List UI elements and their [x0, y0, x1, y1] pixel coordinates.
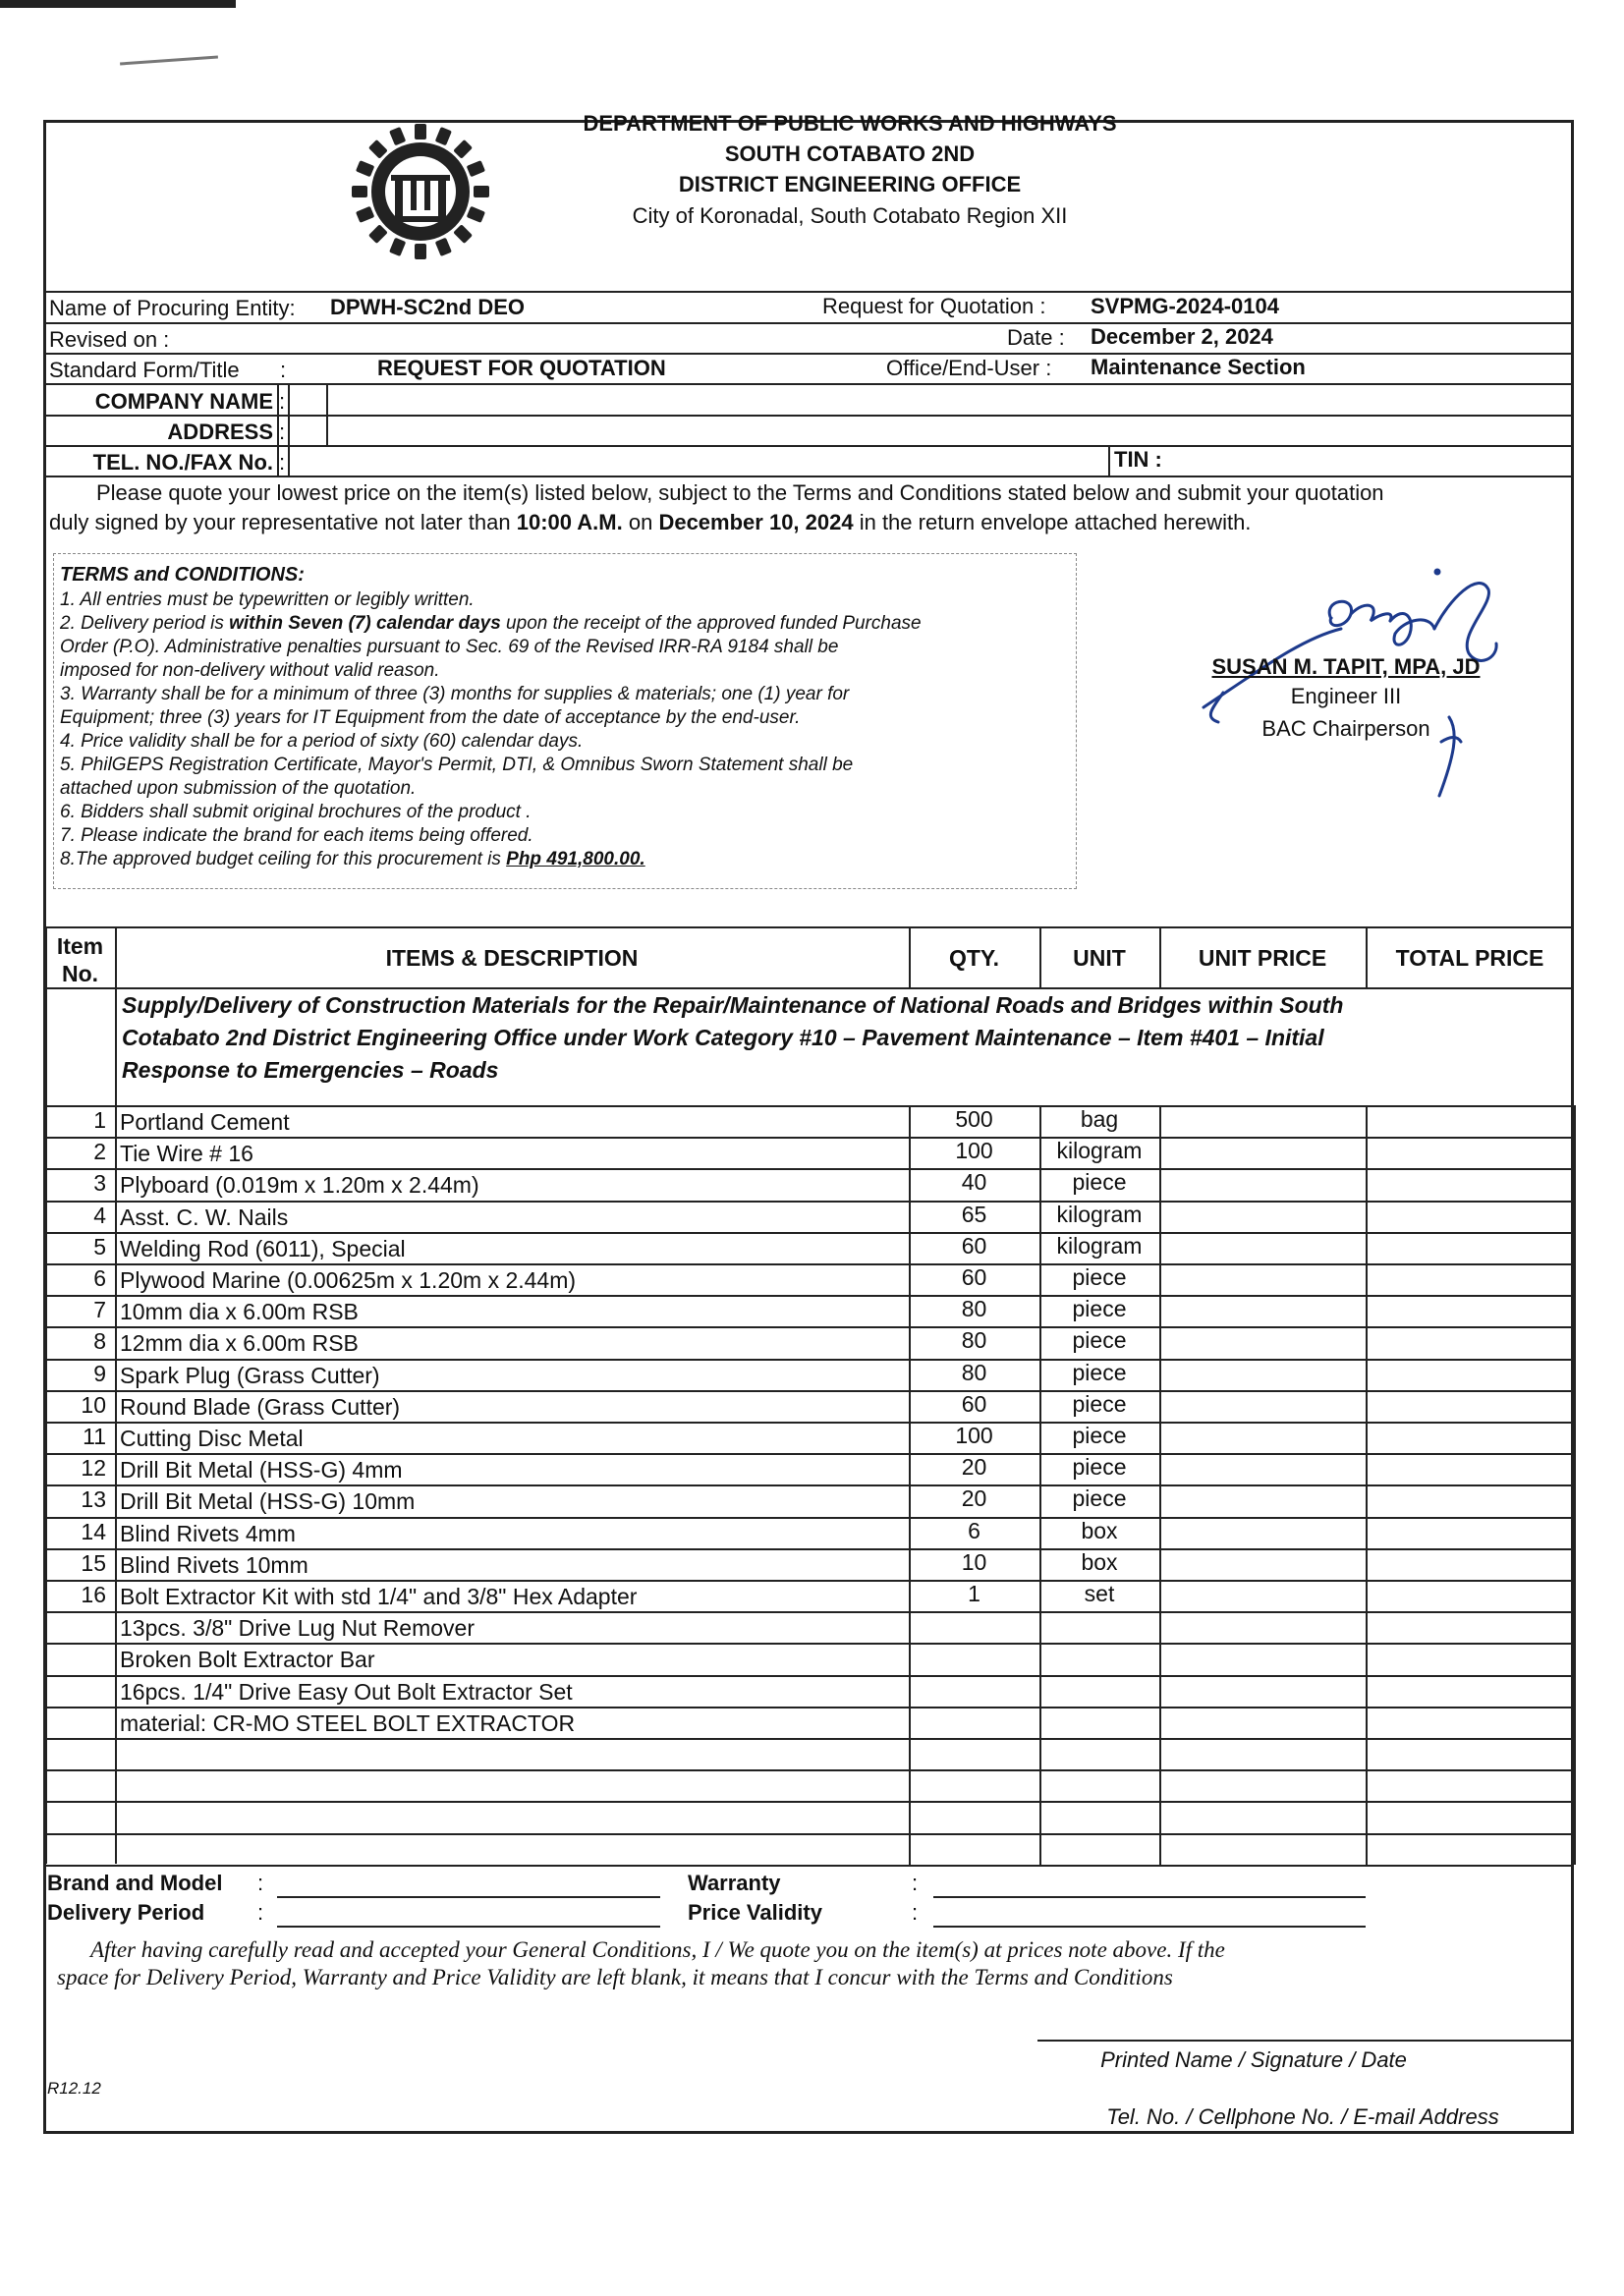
item-quantity: 6 — [968, 1517, 980, 1543]
instruction-line-1: Please quote your lowest price on the item(s) listed below, subject to the Terms and Conditions stated below and submit your quotation — [96, 480, 1384, 505]
term-3: 3. Warranty shall be for a minimum of three (3) months for supplies & materials; one (1) year for — [60, 684, 850, 704]
item-description: Drill Bit Metal (HSS-G) 10mm — [120, 1488, 416, 1515]
total-price-field[interactable] — [1368, 1359, 1572, 1388]
tin-field[interactable] — [1169, 447, 1572, 475]
warranty-field[interactable] — [933, 1896, 1366, 1898]
instruction-line-2: duly signed by your representative not later than 10:00 A.M. on December 10, 2024 in the return envelope attached herewith. — [49, 510, 1252, 534]
term-4: 4. Price validity shall be for a period of sixty (60) calendar days. — [60, 731, 584, 752]
item-unit: box — [1081, 1548, 1118, 1575]
total-price-field[interactable] — [1368, 1137, 1572, 1166]
item-quantity: 20 — [961, 1485, 987, 1512]
term-2: 2. Delivery period is within Seven (7) calendar days upon the receipt of the approved funded Purchase — [60, 613, 922, 634]
item-unit: piece — [1072, 1423, 1127, 1448]
item-number: 3 — [93, 1170, 106, 1197]
col-header-item-no: Item — [56, 933, 104, 959]
item-description: Spark Plug (Grass Cutter) — [120, 1362, 380, 1388]
unit-price-field[interactable] — [1161, 1517, 1364, 1546]
colon: : — [912, 1871, 919, 1895]
total-price-field[interactable] — [1368, 1548, 1572, 1578]
total-price-field[interactable] — [1368, 1738, 1572, 1767]
item-description: Round Blade (Grass Cutter) — [120, 1393, 401, 1420]
col-header-total-price: TOTAL PRICE — [1395, 945, 1544, 971]
colon: : — [279, 420, 286, 444]
tel-fax-field[interactable] — [291, 447, 1106, 475]
term-1: 1. All entries must be typewritten or legibly written. — [60, 589, 475, 610]
term-2-cont: imposed for non-delivery without valid reason. — [60, 660, 440, 681]
office-label: Office/End-User : — [886, 356, 1052, 380]
brand-model-field[interactable] — [277, 1896, 660, 1898]
total-price-field[interactable] — [1368, 1675, 1572, 1705]
form-title-value: REQUEST FOR QUOTATION — [377, 356, 666, 380]
item-number: 6 — [93, 1265, 106, 1291]
item-quantity: 65 — [961, 1201, 987, 1227]
company-name-label: COMPANY NAME — [94, 389, 273, 414]
tin-label: TIN : — [1114, 447, 1162, 472]
header-district: SOUTH COTABATO 2ND — [724, 141, 976, 166]
item-quantity: 500 — [955, 1106, 993, 1132]
terms-title: TERMS and CONDITIONS: — [60, 564, 305, 586]
item-description: Cutting Disc Metal — [120, 1426, 304, 1451]
divider — [45, 353, 1574, 355]
unit-price-field[interactable] — [1161, 1548, 1364, 1578]
unit-price-field[interactable] — [1161, 1168, 1364, 1198]
unit-price-field[interactable] — [1161, 1390, 1364, 1420]
total-price-field[interactable] — [1368, 1580, 1572, 1609]
project-title: Response to Emergencies – Roads — [122, 1057, 499, 1083]
item-description: Blind Rivets 4mm — [120, 1520, 296, 1546]
item-description: Broken Bolt Extractor Bar — [120, 1647, 375, 1673]
office-value: Maintenance Section — [1091, 355, 1306, 379]
unit-price-field[interactable] — [1161, 1611, 1364, 1641]
item-unit: piece — [1072, 1390, 1127, 1417]
total-price-field[interactable] — [1368, 1326, 1572, 1356]
header-location: City of Koronadal, South Cotabato Region XII — [632, 203, 1068, 228]
unit-price-field[interactable] — [1161, 1137, 1364, 1166]
table-border — [1574, 1105, 1576, 1865]
unit-price-field[interactable] — [1161, 1326, 1364, 1356]
total-price-field[interactable] — [1368, 1801, 1572, 1830]
signatory-position: Engineer III — [1290, 684, 1402, 708]
item-unit: kilogram — [1056, 1232, 1143, 1259]
item-description: Asst. C. W. Nails — [120, 1204, 289, 1230]
item-quantity: 60 — [961, 1264, 987, 1290]
term-2-cont: Order (P.O). Administrative penalties pursuant to Sec. 69 of the Revised IRR-RA 9184 shall be — [60, 637, 839, 657]
conformity-statement: space for Delivery Period, Warranty and Price Validity are left blank, it means that I concur with the Terms and Conditions — [57, 1965, 1173, 1989]
item-description: Tie Wire # 16 — [120, 1141, 253, 1167]
unit-price-field[interactable] — [1161, 1707, 1364, 1736]
total-price-field[interactable] — [1368, 1168, 1572, 1198]
item-quantity: 80 — [961, 1359, 987, 1385]
total-price-field[interactable] — [1368, 1453, 1572, 1483]
signatory-name: SUSAN M. TAPIT, MPA, JD — [1211, 654, 1481, 679]
total-price-field[interactable] — [1368, 1263, 1572, 1293]
item-quantity: 80 — [961, 1296, 987, 1322]
item-unit: piece — [1072, 1169, 1127, 1196]
item-unit: piece — [1072, 1359, 1127, 1385]
item-description: 16pcs. 1/4" Drive Easy Out Bolt Extractor Set — [120, 1678, 573, 1705]
address-label: ADDRESS — [167, 420, 273, 444]
address-field[interactable] — [328, 417, 1574, 444]
date-label: Date : — [1007, 325, 1065, 350]
item-number: 7 — [93, 1297, 106, 1323]
item-unit: piece — [1072, 1327, 1127, 1354]
unit-price-field[interactable] — [1161, 1422, 1364, 1451]
revised-label: Revised on : — [49, 327, 170, 352]
term-8: 8.The approved budget ceiling for this procurement is Php 491,800.00. — [60, 849, 645, 869]
item-number: 12 — [81, 1455, 106, 1482]
item-description: 12mm dia x 6.00m RSB — [120, 1330, 359, 1357]
terms-box — [53, 553, 1077, 889]
item-number: 9 — [93, 1360, 106, 1386]
rfq-label: Request for Quotation : — [822, 294, 1046, 318]
item-quantity: 20 — [961, 1454, 987, 1481]
term-6: 6. Bidders shall submit original brochures of the product . — [60, 802, 532, 822]
divider — [45, 322, 1574, 324]
item-quantity: 60 — [961, 1390, 987, 1417]
signatory-role: BAC Chairperson — [1261, 716, 1430, 741]
unit-price-field[interactable] — [1161, 1738, 1364, 1767]
item-number: 16 — [81, 1582, 106, 1607]
item-description: 10mm dia x 6.00m RSB — [120, 1299, 359, 1325]
item-description: Plyboard (0.019m x 1.20m x 2.44m) — [120, 1172, 479, 1199]
delivery-period-field[interactable] — [277, 1926, 660, 1928]
dpwh-seal-logo — [346, 118, 495, 265]
total-price-field[interactable] — [1368, 1707, 1572, 1736]
item-unit: set — [1084, 1581, 1115, 1606]
form-code: R12.12 — [47, 2079, 101, 2098]
unit-price-field[interactable] — [1161, 1201, 1364, 1230]
term-5: 5. PhilGEPS Registration Certificate, Mayor's Permit, DTI, & Omnibus Sworn Statement shall be — [60, 755, 854, 775]
rfq-number: SVPMG-2024-0104 — [1091, 294, 1279, 318]
unit-price-field[interactable] — [1161, 1580, 1364, 1609]
total-price-field[interactable] — [1368, 1390, 1572, 1420]
unit-price-field[interactable] — [1161, 1232, 1364, 1261]
colon: : — [257, 1871, 264, 1895]
item-number: 10 — [81, 1391, 106, 1418]
item-unit: box — [1081, 1517, 1118, 1543]
pen-mark — [120, 56, 218, 66]
item-description: Blind Rivets 10mm — [120, 1551, 308, 1578]
col-header-unit-price: UNIT PRICE — [1198, 945, 1327, 971]
term-3-cont: Equipment; three (3) years for IT Equipment from the date of acceptance by the end-user. — [60, 707, 801, 728]
delivery-period-label: Delivery Period — [47, 1900, 205, 1925]
col-header-unit: UNIT — [1073, 945, 1126, 971]
item-number: 15 — [81, 1549, 106, 1576]
budget-ceiling: Php 491,800.00. — [506, 849, 645, 869]
colon: : — [257, 1900, 264, 1925]
project-title: Cotabato 2nd District Engineering Office under Work Category #10 – Pavement Maintenance – Item #401 – Initial — [122, 1025, 1324, 1050]
item-number: 5 — [93, 1233, 106, 1260]
term-5-cont: attached upon submission of the quotation. — [60, 778, 417, 799]
total-price-field[interactable] — [1368, 1517, 1572, 1546]
unit-price-field[interactable] — [1161, 1263, 1364, 1293]
item-quantity: 100 — [955, 1423, 993, 1448]
scan-edge-mark — [0, 0, 236, 8]
item-unit: bag — [1080, 1106, 1119, 1132]
item-unit: piece — [1072, 1296, 1127, 1322]
unit-price-field[interactable] — [1161, 1833, 1364, 1863]
company-name-field[interactable] — [328, 386, 1574, 414]
total-price-field[interactable] — [1368, 1105, 1572, 1135]
item-unit: piece — [1072, 1454, 1127, 1481]
signature-caption: Printed Name / Signature / Date — [1100, 2047, 1407, 2072]
divider — [288, 385, 290, 476]
item-unit: kilogram — [1056, 1138, 1143, 1164]
total-price-field[interactable] — [1368, 1232, 1572, 1261]
table-border — [45, 926, 1574, 928]
unit-price-field[interactable] — [1161, 1453, 1364, 1483]
item-unit: piece — [1072, 1264, 1127, 1290]
brand-model-label: Brand and Model — [47, 1871, 223, 1895]
item-unit: kilogram — [1056, 1201, 1143, 1227]
item-description: Portland Cement — [120, 1109, 290, 1135]
header-department: DEPARTMENT OF PUBLIC WORKS AND HIGHWAYS — [583, 111, 1117, 136]
date-value: December 2, 2024 — [1091, 324, 1273, 349]
item-quantity: 100 — [955, 1138, 993, 1164]
col-header-qty: QTY. — [948, 945, 1000, 971]
entity-value: DPWH-SC2nd DEO — [330, 295, 525, 319]
item-quantity: 10 — [961, 1548, 987, 1575]
item-quantity: 1 — [968, 1581, 980, 1606]
item-description: Drill Bit Metal (HSS-G) 4mm — [120, 1457, 403, 1484]
item-description: Plywood Marine (0.00625m x 1.20m x 2.44m) — [120, 1267, 577, 1293]
total-price-field[interactable] — [1368, 1295, 1572, 1324]
total-price-field[interactable] — [1368, 1769, 1572, 1799]
table-border — [45, 1865, 1574, 1867]
warranty-label: Warranty — [688, 1871, 781, 1895]
item-description: Welding Rod (6011), Special — [120, 1235, 406, 1261]
item-number: 2 — [93, 1139, 106, 1165]
divider — [45, 383, 1574, 385]
unit-price-field[interactable] — [1161, 1359, 1364, 1388]
item-quantity: 40 — [961, 1169, 987, 1196]
price-validity-field[interactable] — [933, 1926, 1366, 1928]
unit-price-field[interactable] — [1161, 1769, 1364, 1799]
item-number: 13 — [81, 1486, 106, 1513]
colon: : — [279, 450, 286, 475]
header-office: DISTRICT ENGINEERING OFFICE — [678, 172, 1022, 196]
unit-price-field[interactable] — [1161, 1675, 1364, 1705]
colon: : — [280, 358, 287, 382]
total-price-field[interactable] — [1368, 1643, 1572, 1672]
price-validity-label: Price Validity — [688, 1900, 822, 1925]
item-number: 8 — [93, 1328, 106, 1355]
col-header-item-no: No. — [61, 961, 99, 986]
colon: : — [279, 389, 286, 414]
item-quantity: 60 — [961, 1232, 987, 1259]
handwritten-signature — [1184, 560, 1518, 806]
project-title: Supply/Delivery of Construction Materials for the Repair/Maintenance of National Roads and Bridges within South — [122, 992, 1344, 1018]
unit-price-field[interactable] — [1161, 1801, 1364, 1830]
item-unit: piece — [1072, 1485, 1127, 1512]
total-price-field[interactable] — [1368, 1422, 1572, 1451]
item-number: 14 — [81, 1518, 106, 1544]
unit-price-field[interactable] — [1161, 1105, 1364, 1135]
col-header-description: ITEMS & DESCRIPTION — [385, 945, 639, 971]
total-price-field[interactable] — [1368, 1201, 1572, 1230]
item-number: 4 — [93, 1202, 106, 1228]
colon: : — [912, 1900, 919, 1925]
item-description: Bolt Extractor Kit with std 1/4" and 3/8" Hex Adapter — [120, 1584, 638, 1609]
entity-label: Name of Procuring Entity: — [49, 296, 296, 320]
item-description: material: CR-MO STEEL BOLT EXTRACTOR — [120, 1709, 576, 1736]
item-number: 1 — [93, 1107, 106, 1133]
divider — [45, 476, 1574, 477]
divider — [45, 291, 1574, 293]
form-title-label: Standard Form/Title — [49, 358, 240, 382]
item-quantity: 80 — [961, 1327, 987, 1354]
total-price-field[interactable] — [1368, 1484, 1572, 1514]
contact-caption: Tel. No. / Cellphone No. / E-mail Address — [1106, 2104, 1499, 2129]
unit-price-field[interactable] — [1161, 1643, 1364, 1672]
item-description: 13pcs. 3/8" Drive Lug Nut Remover — [120, 1615, 475, 1642]
conformity-statement: After having carefully read and accepted your General Conditions, I / We quote you on the item(s) at prices note above. If the — [90, 1937, 1225, 1962]
table-border — [45, 987, 1574, 989]
tel-fax-label: TEL. NO./FAX No. — [92, 450, 273, 475]
signature-line[interactable] — [1037, 2040, 1574, 2042]
term-7: 7. Please indicate the brand for each items being offered. — [60, 825, 533, 846]
unit-price-field[interactable] — [1161, 1295, 1364, 1324]
item-number: 11 — [83, 1424, 106, 1449]
divider — [1108, 445, 1110, 476]
unit-price-field[interactable] — [1161, 1484, 1364, 1514]
total-price-field[interactable] — [1368, 1833, 1572, 1863]
total-price-field[interactable] — [1368, 1611, 1572, 1641]
